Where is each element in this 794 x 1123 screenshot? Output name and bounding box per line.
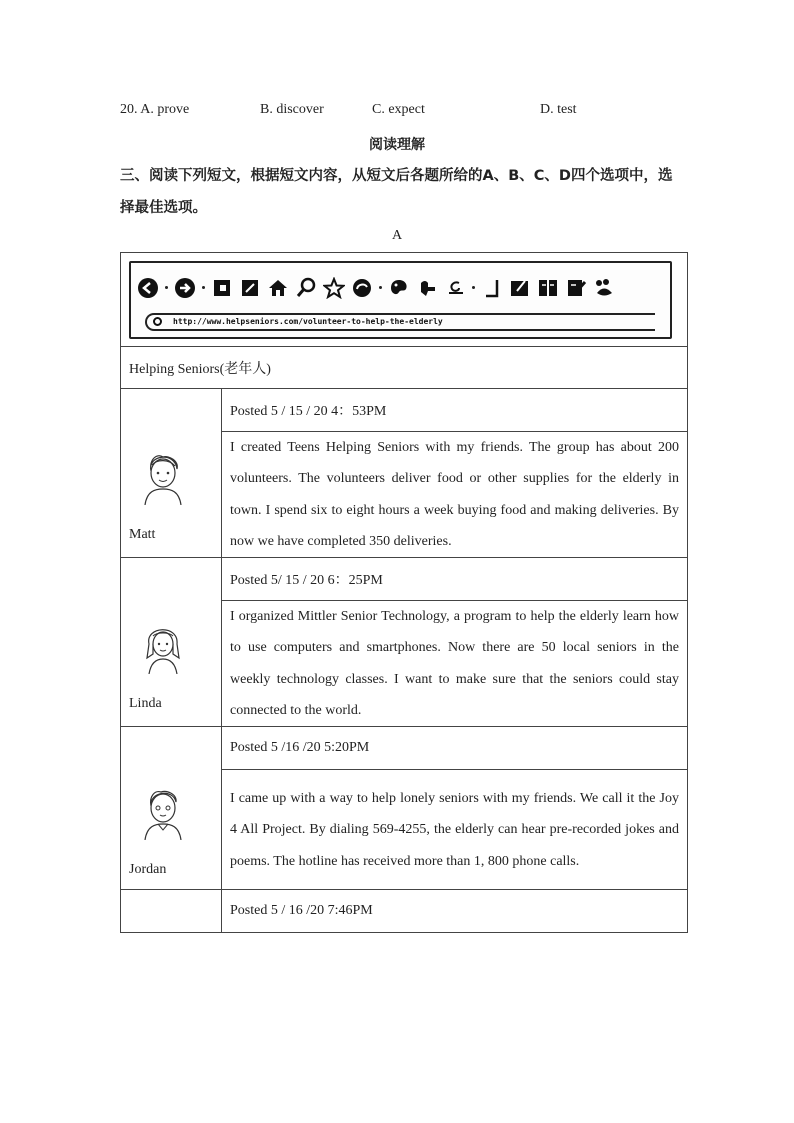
post-body: I created Teens Helping Seniors with my friends. The group has about 200 volunteers. The volunteers deliver food or other supplies for the elderly in town. I spend six to eight hours a week buying food and making deliveries. By now we have completed 350 deliveries.: [222, 432, 688, 558]
star-icon: [323, 277, 345, 299]
browser-screenshot: [121, 253, 688, 347]
passage-label: A: [391, 228, 403, 243]
question-20-options: [120, 102, 680, 122]
avatar-girl-icon: [139, 618, 187, 674]
site-title: Helping Seniors(老年人): [121, 347, 688, 389]
hand-icon: [416, 277, 438, 299]
option-c: C. expect: [372, 102, 425, 117]
palette-icon: [388, 277, 410, 299]
back-icon: [137, 277, 159, 299]
poster-cell: [121, 558, 222, 727]
post-timestamp: Posted 5 / 16 /20 7:46PM: [222, 890, 688, 933]
globe-icon: [153, 317, 162, 326]
poster-name: Jordan: [129, 862, 167, 878]
option-b: B. discover: [260, 102, 324, 117]
section-title: 阅读理解: [369, 137, 425, 153]
poster-name: Linda: [129, 696, 162, 712]
post-timestamp: Posted 5 /16 /20 5:20PM: [222, 727, 688, 770]
page-icon: [211, 277, 233, 299]
box-icon: [481, 277, 503, 299]
post-timestamp: Posted 5 / 15 / 20 4：53PM: [222, 389, 688, 432]
post-timestamp: Posted 5/ 15 / 20 6：25PM: [222, 558, 688, 601]
instructions: 三、阅读下列短文，根据短文内容，从短文后各题所给的A、B、C、D四个选项中，选择最佳选项。: [120, 168, 673, 216]
document-icon: [239, 277, 261, 299]
swirl-icon: [444, 277, 466, 299]
url-text: http://www.helpseniors.com/volunteer-to-help-the-elderly: [173, 316, 443, 326]
option-a: 20. A. prove: [120, 102, 190, 117]
avatar-boy-icon: [139, 449, 187, 505]
doc-edit-icon: [565, 277, 587, 299]
post-body: I organized Mittler Senior Technology, a program to help the elderly learn how to use computers and smartphones. Now there are 50 local seniors in the weekly technology classes. I want to make sure that the seniors could stay connected to the world.: [222, 601, 688, 727]
poster-name: Matt: [129, 527, 156, 543]
poster-cell: [121, 890, 222, 933]
paw-icon: [593, 277, 615, 299]
forward-icon: [174, 277, 196, 299]
option-d: D. test: [540, 102, 577, 117]
url-bar: [145, 313, 655, 331]
poster-cell: [121, 389, 222, 558]
poster-cell: [121, 727, 222, 890]
browser-toolbar: [129, 261, 672, 339]
post-body: I came up with a way to help lonely seniors with my friends. We call it the Joy 4 All Project. By dialing 569-4255, the elderly can hear pre-recorded jokes and poems. The hotline has received more than 1, 800 phone calls.: [222, 770, 688, 890]
home-icon: [267, 277, 289, 299]
book-icon: [537, 277, 559, 299]
search-icon: [295, 277, 317, 299]
avatar-boy-icon: [139, 784, 187, 840]
refresh-icon: [351, 277, 373, 299]
posts-table: [120, 252, 688, 933]
edit-icon: [509, 277, 531, 299]
